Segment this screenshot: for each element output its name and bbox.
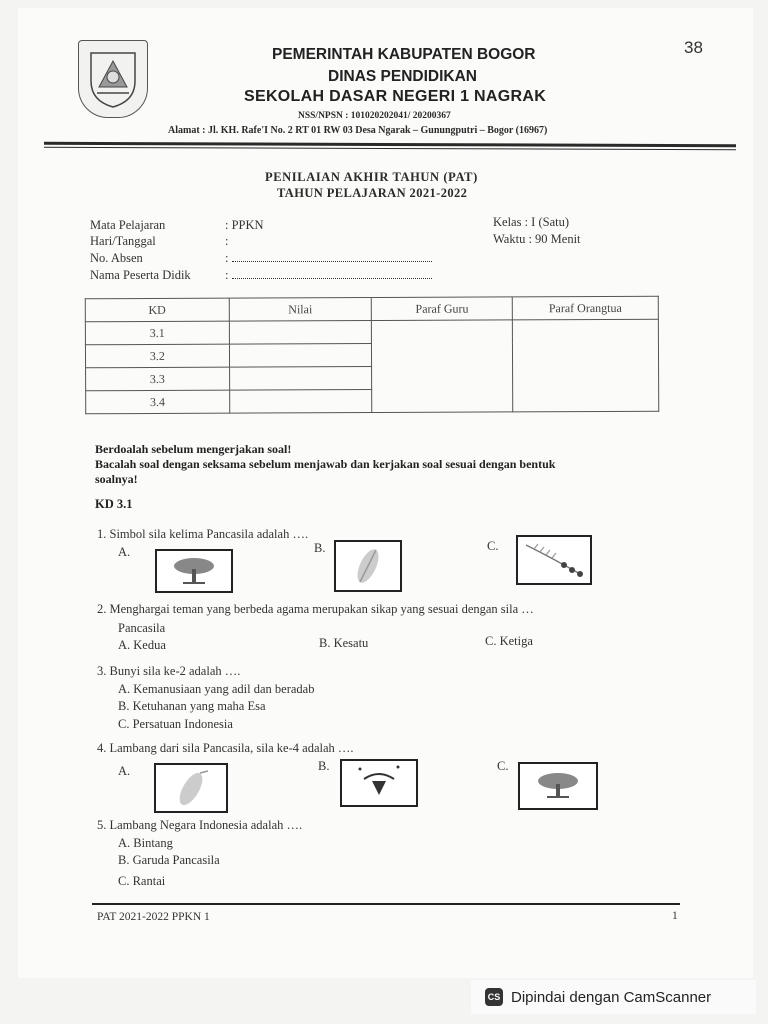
footer-label: PAT 2021-2022 PPKN 1 [97, 911, 210, 923]
header-kd: KD [85, 298, 229, 322]
question-5-option-a[interactable]: A. Bintang [118, 836, 173, 850]
question-2-text: 2. Menghargai teman yang berbeda agama merupakan sikap yang sesuai dengan sila … [97, 602, 534, 616]
time-info: Waktu : 90 Menit [493, 232, 581, 246]
instruction-read: Bacalah soal dengan seksama sebelum menjawab dan kerjakan soal sesuai dengan bentuk [95, 457, 556, 471]
header-school-name: SEKOLAH DASAR NEGERI 1 NAGRAK [244, 88, 547, 105]
header-address: Alamat : Jl. KH. Rafe'I No. 2 RT 01 RW 03 Desa Ngarak – Gunungputri – Bogor (16967) [168, 125, 548, 136]
camscanner-label: Dipindai dengan CamScanner [511, 988, 712, 1006]
header-paraf-orangtua: Paraf Orangtua [512, 296, 658, 320]
instruction-read-cont: soalnya! [95, 472, 138, 486]
question-1-option-b-label[interactable]: B. [314, 541, 326, 555]
score-table [85, 296, 660, 415]
score-table-header [85, 296, 658, 321]
nilai-cell[interactable] [229, 321, 372, 345]
question-5-option-c[interactable]: C. Rantai [118, 874, 166, 888]
rice-cotton-stalk-icon[interactable] [516, 535, 592, 585]
question-2-text-cont: Pancasila [118, 621, 166, 635]
paraf-guru-cell[interactable] [372, 320, 513, 413]
question-3-option-c[interactable]: C. Persatuan Indonesia [118, 717, 233, 731]
header-government: PEMERINTAH KABUPATEN BOGOR [272, 46, 536, 63]
header-department: DINAS PENDIDIKAN [328, 68, 477, 85]
nilai-cell[interactable] [229, 390, 372, 414]
absence-number-field[interactable]: : [225, 251, 432, 266]
nilai-cell[interactable] [229, 367, 372, 391]
class-info: Kelas : I (Satu) [493, 215, 570, 229]
question-4-text: 4. Lambang dari sila Pancasila, sila ke-4 adalah …. [97, 741, 354, 755]
student-name-field[interactable]: : [225, 268, 432, 283]
question-2-option-c[interactable]: C. Ketiga [485, 634, 533, 648]
header-paraf-guru: Paraf Guru [372, 297, 513, 321]
kd-cell: 3.1 [85, 321, 229, 345]
question-2-option-b[interactable]: B. Kesatu [319, 636, 369, 650]
subject-value: : PPKN [225, 218, 264, 232]
paraf-orangtua-cell[interactable] [512, 319, 658, 412]
header-nss: NSS/NPSN : 101020202041/ 20200367 [298, 111, 451, 121]
section-heading: KD 3.1 [95, 497, 133, 511]
footer-rule [92, 903, 680, 905]
camscanner-logo-icon: CS [485, 988, 503, 1006]
question-5-option-b[interactable]: B. Garuda Pancasila [118, 853, 220, 867]
nilai-cell[interactable] [229, 344, 372, 368]
question-4-option-c-label[interactable]: C. [497, 759, 509, 773]
date-value: : [225, 234, 229, 248]
absence-number-label: No. Absen [90, 251, 143, 265]
question-1-option-c-label[interactable]: C. [487, 539, 499, 553]
bull-head-icon[interactable] [340, 759, 418, 807]
rice-cotton-icon[interactable] [334, 540, 402, 592]
question-5-text: 5. Lambang Negara Indonesia adalah …. [97, 818, 303, 832]
footer-page-number: 1 [672, 910, 678, 922]
question-2-option-a[interactable]: A. Kedua [118, 638, 166, 652]
question-3-option-b[interactable]: B. Ketuhanan yang maha Esa [118, 699, 266, 713]
banyan-tree-icon[interactable] [518, 762, 598, 810]
date-label: Hari/Tanggal [90, 234, 156, 248]
question-3-option-a[interactable]: A. Kemanusiaan yang adil dan beradab [118, 682, 315, 696]
rice-cotton-icon[interactable] [154, 763, 228, 813]
subject-label: Mata Pelajaran [90, 218, 166, 232]
page-number: 38 [684, 38, 703, 57]
instruction-pray: Berdoalah sebelum mengerjakan soal! [95, 442, 292, 456]
exam-year: TAHUN PELAJARAN 2021-2022 [277, 186, 468, 200]
kd-cell: 3.3 [86, 367, 230, 391]
question-1-option-a-label[interactable]: A. [118, 545, 131, 559]
header-nilai: Nilai [229, 298, 372, 322]
exam-title: PENILAIAN AKHIR TAHUN (PAT) [265, 170, 478, 184]
school-emblem-logo [78, 40, 148, 118]
student-name-label: Nama Peserta Didik [90, 268, 191, 282]
question-3-text: 3. Bunyi sila ke-2 adalah …. [97, 664, 241, 678]
question-1-text: 1. Simbol sila kelima Pancasila adalah …. [97, 527, 309, 541]
question-4-option-a-label[interactable]: A. [118, 764, 131, 778]
camscanner-watermark [471, 980, 756, 1014]
kd-cell: 3.2 [85, 344, 229, 368]
kd-cell: 3.4 [86, 390, 230, 414]
table-row [85, 319, 658, 344]
banyan-tree-icon[interactable] [155, 549, 233, 593]
question-4-option-b-label[interactable]: B. [318, 759, 330, 773]
